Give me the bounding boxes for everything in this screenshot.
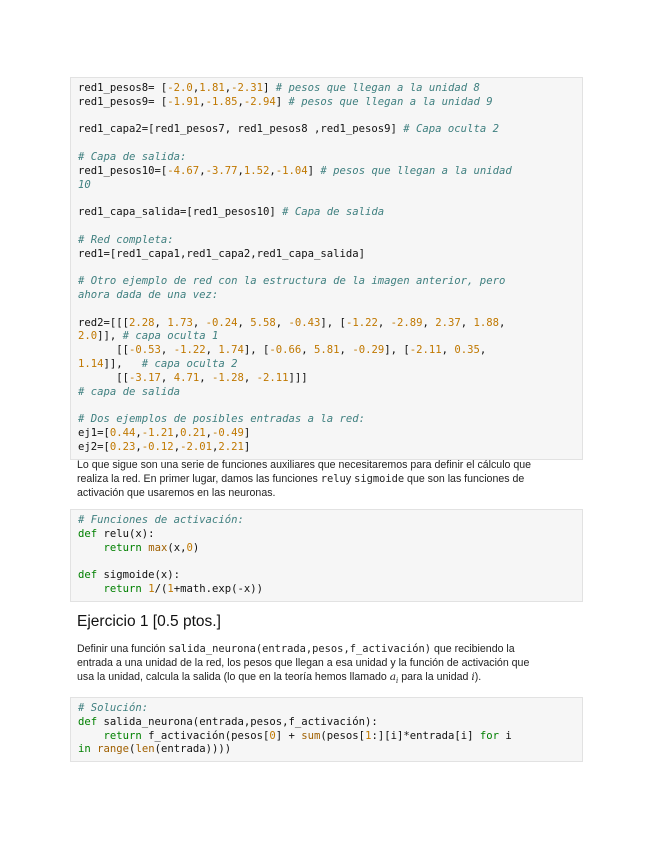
code-token: ,: [499, 316, 506, 329]
code-line: [78, 702, 582, 716]
code-line: [78, 275, 582, 289]
code-token: ]]]: [288, 371, 308, 384]
code-line: [78, 528, 582, 542]
paragraph-line: Definir una función salida_neurona(entrada,pesos,f_activación) que recibiendo la: [77, 643, 515, 655]
code-line: [78, 542, 582, 556]
code-token: ,: [192, 82, 200, 94]
code-token: -3.17: [129, 371, 161, 384]
code-line: [78, 137, 582, 151]
code-token: for: [479, 729, 500, 742]
paragraph-line: entrada a una unidad de la red, los pesos que llegan a esa unidad y la función de activación que: [77, 657, 530, 669]
code-token: ,: [211, 440, 219, 453]
code-token: -2.89: [390, 316, 423, 329]
exercise-heading: Ejercicio 1 [0.5 ptos.]: [77, 613, 221, 630]
code-cell-solution[interactable]: [70, 697, 583, 762]
code-line: [78, 261, 582, 275]
code-token: 1.74: [218, 344, 244, 357]
code-token: -0.53: [129, 344, 161, 357]
code-token: 5.81: [314, 344, 340, 357]
code-token: :][i]*entrada[i]: [371, 729, 480, 742]
inline-code-signature: salida_neurona(entrada,pesos,f_activación): [168, 643, 432, 655]
code-token: ,: [237, 316, 251, 329]
code-token: max: [148, 541, 168, 554]
code-token: (x,: [167, 541, 187, 554]
code-line: [78, 330, 582, 344]
code-token: ,: [275, 316, 289, 329]
code-token: relu(x):: [97, 527, 155, 540]
code-token: red1_capa_salida=[red1_pesos10]: [78, 206, 283, 219]
code-line: [78, 441, 582, 455]
code-token: +math.exp(-x)): [173, 582, 264, 595]
code-token: ,: [154, 316, 168, 329]
code-token: -4.67: [167, 164, 200, 177]
code-token: [[: [78, 344, 130, 357]
code-token: ,: [479, 344, 487, 357]
code-token: red1=[red1_capa1,red1_capa2,red1_capa_salida]: [78, 247, 366, 260]
code-token: def: [78, 527, 98, 540]
code-token: ,: [377, 316, 391, 329]
code-token: ]: [275, 95, 289, 108]
code-line: [78, 344, 582, 358]
code-token: return: [103, 582, 142, 595]
code-token: # Funciones de activación:: [78, 514, 244, 526]
code-token: -1.22: [345, 316, 378, 329]
code-line: [78, 96, 582, 110]
code-cell-activation-functions[interactable]: [70, 509, 583, 602]
code-token: ,: [224, 82, 232, 94]
code-line: [78, 317, 582, 331]
code-token: 2.21: [218, 440, 244, 453]
code-token: red1_pesos8= [: [78, 82, 168, 94]
code-token: 2.0: [78, 330, 98, 343]
code-line: [78, 220, 582, 234]
code-token: -0.29: [352, 344, 385, 357]
code-token: -0.43: [288, 316, 321, 329]
code-token: return: [103, 541, 142, 554]
paragraph-line: realiza la red. En primer lugar, damos las funciones reluy sigmoide que son las funciones de: [77, 473, 525, 485]
code-token: 0.21: [180, 426, 206, 439]
code-token: ,: [339, 344, 353, 357]
code-token: (entrada)))): [154, 743, 232, 756]
code-token: ,: [173, 426, 181, 439]
code-line: [78, 743, 582, 757]
code-token: i: [499, 729, 512, 742]
code-token: sigmoide(x):: [97, 569, 181, 582]
code-line: [78, 165, 582, 179]
code-token: red1_capa2=[red1_pesos7, red1_pesos8 ,red1_pesos9]: [78, 123, 404, 136]
code-token: [78, 583, 104, 595]
code-token: ,: [269, 164, 276, 177]
code-token: 0: [186, 541, 193, 554]
code-line: [78, 583, 582, 597]
code-token: 1: [167, 582, 174, 595]
code-token: -1.91: [167, 95, 200, 108]
code-token: /(: [154, 582, 168, 595]
code-token: 2.28: [129, 316, 155, 329]
code-token: 5.58: [250, 316, 276, 329]
code-line: [78, 82, 582, 96]
code-line: [78, 730, 582, 744]
code-token: ]: [243, 426, 251, 439]
code-token: def: [78, 715, 98, 728]
code-token: ], [: [320, 316, 346, 329]
code-line: [78, 372, 582, 386]
code-token: 10: [78, 178, 91, 191]
code-token: ,: [205, 426, 212, 439]
code-line: [78, 716, 582, 730]
code-token: return: [103, 729, 142, 742]
code-token: -1.21: [141, 426, 174, 439]
code-token: 1.14: [78, 357, 104, 370]
code-token: # Otro ejemplo de red con la estructura de la imagen anterior, pero: [78, 275, 506, 288]
code-token: ]: [263, 82, 276, 94]
code-token: f_activación(pesos[: [141, 729, 270, 742]
math-a: a: [389, 671, 397, 683]
code-token: ,: [237, 164, 244, 177]
code-token: 0.35: [454, 344, 480, 357]
code-token: red1_pesos10=[: [78, 164, 168, 177]
code-token: ], [: [243, 344, 270, 357]
code-token: -3.77: [205, 164, 238, 177]
code-token: ,: [135, 440, 142, 453]
code-line: [78, 110, 582, 124]
code-token: ]],: [103, 357, 142, 370]
code-token: # Dos ejemplos de posibles entradas a la red:: [78, 413, 366, 426]
code-token: ej2=[: [78, 440, 110, 453]
paragraph-line: Lo que sigue son una serie de funciones auxiliares que necesitaremos para definir el cálculo que: [77, 459, 532, 471]
code-token: ]: [307, 164, 321, 177]
code-token: -2.11: [409, 344, 442, 357]
code-token: -1.04: [275, 164, 308, 177]
code-token: 0.44: [109, 426, 136, 439]
code-token: ,: [205, 344, 219, 357]
code-line: [78, 413, 582, 427]
code-token: -1.22: [173, 344, 206, 357]
math-subscript: i: [396, 677, 399, 686]
paragraph-auxiliary-functions: [77, 458, 582, 500]
code-token: -1.28: [211, 371, 244, 384]
code-token: # pesos que llegan a la unidad 8: [275, 82, 480, 94]
inline-code-relu: relu: [320, 473, 346, 485]
code-token: ,: [237, 95, 244, 108]
code-token: # Red completa:: [78, 233, 174, 246]
code-line: [78, 248, 582, 262]
code-token: red2=[[[: [78, 316, 130, 329]
code-token: # capa oculta 2: [141, 357, 238, 370]
code-token: [78, 542, 104, 554]
code-token: # Capa oculta 2: [403, 123, 499, 136]
code-token: range: [97, 743, 130, 756]
code-line: [78, 555, 582, 569]
code-token: # Capa de salida: [282, 206, 385, 219]
code-line: [78, 206, 582, 220]
code-token: 0.23: [109, 440, 136, 453]
code-token: 1.52: [243, 164, 270, 177]
paragraph-line: activación que usaremos en las neuronas.: [77, 487, 276, 499]
code-token: ]],: [97, 330, 123, 343]
code-token: -1.85: [205, 95, 238, 108]
code-token: sum: [301, 729, 321, 742]
code-token: ,: [173, 440, 181, 453]
code-token: (pesos[: [320, 729, 366, 742]
code-token: -2.11: [256, 371, 289, 384]
code-token: -0.49: [211, 426, 244, 439]
code-token: # pesos que llegan a la unidad: [320, 164, 512, 177]
code-token: -2.31: [231, 82, 263, 94]
code-line: [78, 358, 582, 372]
code-token: # capa de salida: [78, 385, 181, 398]
code-token: 1.73: [167, 316, 193, 329]
code-token: # Solución:: [78, 702, 149, 714]
code-line: [78, 569, 582, 583]
code-line: [78, 514, 582, 528]
code-line: [78, 399, 582, 413]
code-token: ,: [301, 344, 315, 357]
code-token: ,: [441, 344, 455, 357]
code-token: ,: [460, 316, 474, 329]
code-token: -0.24: [205, 316, 238, 329]
code-line: [78, 427, 582, 441]
code-token: [78, 730, 104, 742]
code-token: ,: [199, 371, 212, 384]
code-token: 1: [148, 582, 155, 595]
code-token: ahora dada de una vez:: [78, 288, 219, 301]
code-token: ): [192, 541, 200, 554]
code-token: 2.37: [435, 316, 461, 329]
code-token: len: [135, 743, 155, 756]
code-token: ,: [192, 316, 206, 329]
code-token: # pesos que llegan a la unidad 9: [288, 95, 493, 108]
code-token: ,: [160, 371, 174, 384]
math-i: i: [471, 671, 475, 683]
code-token: -2.94: [243, 95, 276, 108]
code-line: [78, 303, 582, 317]
code-token: in: [78, 743, 91, 756]
paragraph-line: usa la unidad, calcula la salida (lo que en la teoría hemos llamado $a_i$ para la unidad i).: [77, 671, 482, 686]
code-token: 0: [269, 729, 276, 742]
code-token: -0.66: [269, 344, 302, 357]
code-token: # capa oculta 1: [122, 330, 219, 343]
code-token: ,: [160, 344, 174, 357]
code-token: salida_neurona(entrada,pesos,f_activación):: [97, 715, 378, 728]
code-token: 1.81: [199, 82, 225, 94]
code-token: ,: [243, 371, 257, 384]
code-token: [[: [78, 371, 130, 384]
code-token: ], [: [384, 344, 410, 357]
code-token: ,: [422, 316, 436, 329]
code-token: ] +: [275, 729, 302, 742]
code-token: # Capa de salida:: [78, 150, 187, 163]
code-line: [78, 289, 582, 303]
code-token: 1: [365, 729, 372, 742]
code-line: [78, 123, 582, 137]
code-line: [78, 192, 582, 206]
paragraph-exercise-statement: [77, 642, 582, 688]
inline-code-sigmoide: sigmoide: [354, 473, 405, 485]
code-token: -0.12: [141, 440, 174, 453]
code-line: [78, 234, 582, 248]
code-token: 4.71: [173, 371, 200, 384]
code-line: [78, 179, 582, 193]
code-token: ,: [199, 95, 206, 108]
code-line: [78, 386, 582, 400]
code-token: red1_pesos9= [: [78, 95, 168, 108]
code-cell-network-definition[interactable]: [70, 77, 583, 460]
code-token: ej1=[: [78, 426, 110, 439]
code-token: ,: [199, 164, 206, 177]
code-token: ,: [135, 426, 142, 439]
code-line: [78, 151, 582, 165]
code-token: -2.01: [180, 440, 212, 453]
code-token: 1.88: [473, 316, 500, 329]
code-token: ]: [243, 440, 251, 453]
code-token: -2.0: [167, 82, 193, 94]
code-token: (: [129, 743, 136, 756]
code-token: def: [78, 569, 98, 582]
